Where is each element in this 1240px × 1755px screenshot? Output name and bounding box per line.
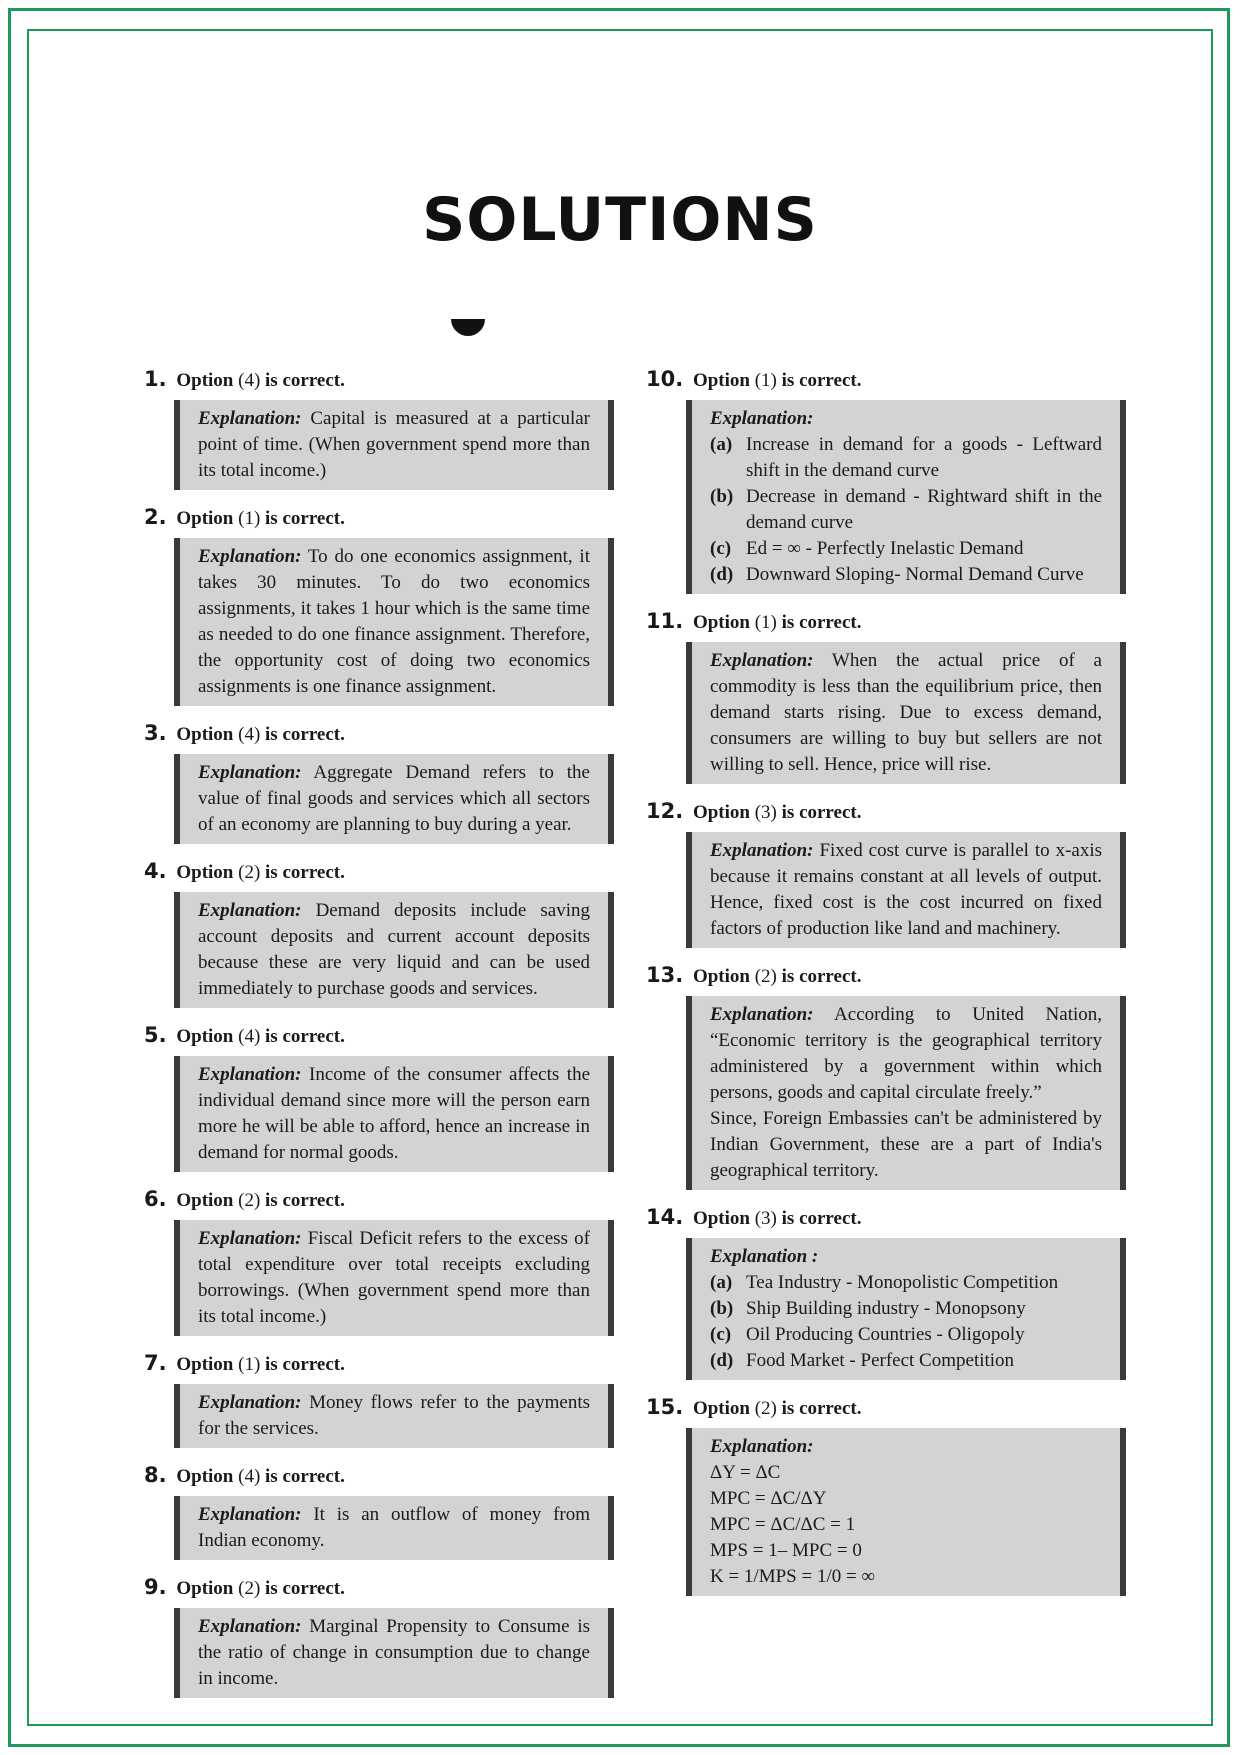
explanation-box [174,892,614,1008]
option-value: (2) [754,966,777,987]
option-suffix: is correct. [265,724,345,745]
question-header: 15. Option (2) is correct. [646,1395,862,1419]
option-value: (4) [238,1466,261,1487]
list-item [710,1322,1102,1348]
formula-line: MPC = ΔC/ΔY [710,1488,827,1509]
explanation-text: According to United Nation, “Economic territory is the geographical territory administered by a government within which persons, goods and capital circulate freely.” [710,1004,1102,1103]
option-suffix: is correct. [265,1026,345,1047]
item-letter: (a) [710,1272,733,1293]
item-letter: (a) [710,434,733,455]
explanation-label: Explanation: [198,1064,302,1085]
question-13 [646,962,1126,1190]
explanation-label: Explanation: [198,762,302,783]
right-column [646,366,1126,1610]
explanation-box [686,1428,1126,1596]
explanation-box [686,832,1126,948]
list-item [710,432,1102,484]
explanation-box [174,1056,614,1172]
question-number: 7. [144,1351,167,1375]
explanation-label: Explanation: [710,1436,814,1457]
explanation-label: Explanation: [198,900,302,921]
question-4 [144,858,614,1008]
explanation-text: Aggregate Demand refers to the value of final goods and services which all sectors of an economy are planning to buy during a year. [198,762,590,835]
question-header: 8. Option (4) is correct. [144,1463,345,1487]
question-1 [144,366,614,490]
question-14 [646,1204,1126,1380]
list-item [710,562,1102,588]
option-value: (4) [238,724,261,745]
list-item [710,1296,1102,1322]
option-value: (2) [238,862,261,883]
explanation-box [686,996,1126,1190]
question-3 [144,720,614,844]
explanation-label: Explanation: [710,408,814,429]
explanation-text: When the actual price of a commodity is less than the equilibrium price, then demand starts rising. Due to excess demand, consumers are willing to buy but sellers are not willing to sell. Hence, price will rise. [710,650,1102,775]
formula-line: ΔY = ΔC [710,1462,781,1483]
option-value: (2) [238,1578,261,1599]
list-item [710,1270,1102,1296]
explanation-box [174,1496,614,1560]
option-suffix: is correct. [781,802,862,823]
option-suffix: is correct. [781,370,862,391]
item-letter: (b) [710,1298,734,1319]
question-15 [646,1394,1126,1596]
option-suffix: is correct. [265,1578,345,1599]
question-7 [144,1350,614,1448]
explanation-text: To do one economics assignment, it takes 30 minutes. To do two economics assignments, it takes 1 hour which is the same time as needed to do one finance assignment. Therefore, the opportunity cost of doing two economics assignments is one finance assignment. [198,546,590,697]
explanation-label: Explanation: [198,1392,302,1413]
explanation-text: Marginal Propensity to Consume is the ratio of change in consumption due to change in income. [198,1616,591,1689]
question-6 [144,1186,614,1336]
item-text: Oil Producing Countries - Oligopoly [746,1324,1025,1345]
explanation-box [174,1384,614,1448]
explanation-text: Money flows refer to the payments for the services. [198,1392,590,1439]
question-number: 14. [646,1205,684,1229]
question-number: 11. [646,609,684,633]
question-header: 1. Option (4) is correct. [144,367,345,391]
question-header: 10. Option (1) is correct. [646,367,862,391]
explanation-text: Capital is measured at a particular point of time. (When government spend more than its total income.) [198,408,590,481]
question-11 [646,608,1126,784]
item-letter: (c) [710,1324,732,1345]
item-letter: (c) [710,538,732,559]
question-number: 15. [646,1395,684,1419]
question-header: 7. Option (1) is correct. [144,1351,345,1375]
explanation-box [174,754,614,844]
question-header: 4. Option (2) is correct. [144,859,345,883]
item-letter: (b) [710,486,734,507]
item-text: Decrease in demand - Rightward shift in the demand curve [746,486,1102,533]
option-suffix: is correct. [781,1398,862,1419]
explanation-text-continued: Since, Foreign Embassies can't be administered by Indian Government, these are a part of India's geographical territory. [710,1108,1102,1181]
question-number: 12. [646,799,684,823]
explanation-box [686,1238,1126,1380]
option-suffix: is correct. [265,1354,345,1375]
question-number: 8. [144,1463,167,1487]
question-number: 5. [144,1023,167,1047]
explanation-box [686,400,1126,594]
item-letter: (d) [710,564,734,585]
option-value: (1) [238,1354,261,1375]
option-suffix: is correct. [781,966,862,987]
explanation-label: Explanation: [710,840,814,861]
item-text: Tea Industry - Monopolistic Competition [746,1272,1059,1293]
list-item [710,536,1102,562]
left-column [144,366,614,1712]
question-number: 6. [144,1187,167,1211]
question-number: 10. [646,367,684,391]
question-header: 2. Option (1) is correct. [144,505,345,529]
question-header: 13. Option (2) is correct. [646,963,862,987]
question-number: 1. [144,367,167,391]
question-5 [144,1022,614,1172]
option-suffix: is correct. [265,508,345,529]
list-item [710,484,1102,536]
item-text: Ship Building industry - Monopsony [746,1298,1026,1319]
question-10 [646,366,1126,594]
item-text: Food Market - Perfect Competition [746,1350,1015,1371]
question-12 [646,798,1126,948]
question-header: 3. Option (4) is correct. [144,721,345,745]
question-header: 6. Option (2) is correct. [144,1187,345,1211]
question-header: 14. Option (3) is correct. [646,1205,862,1229]
item-text: Downward Sloping- Normal Demand Curve [746,564,1084,585]
option-value: (3) [754,1208,777,1229]
formula-line: K = 1/MPS = 1/0 = ∞ [710,1566,875,1587]
question-9 [144,1574,614,1698]
option-value: (3) [754,802,777,823]
list-item [710,1348,1102,1374]
explanation-box [174,400,614,490]
option-value: (1) [754,612,777,633]
option-value: (1) [238,508,261,529]
explanation-box [686,642,1126,784]
question-number: 3. [144,721,167,745]
formula-line: MPS = 1– MPC = 0 [710,1540,862,1561]
item-text: Ed = ∞ - Perfectly Inelastic Demand [746,538,1024,559]
question-number: 13. [646,963,684,987]
option-suffix: is correct. [781,1208,862,1229]
page-title: SOLUTIONS [422,185,818,255]
question-number: 4. [144,859,167,883]
option-suffix: is correct. [781,612,862,633]
option-value: (1) [754,370,777,391]
explanation-label: Explanation : [710,1246,819,1267]
explanation-label: Explanation: [198,1228,302,1249]
question-number: 9. [144,1575,167,1599]
option-value: (2) [238,1190,261,1211]
question-8 [144,1462,614,1560]
question-number: 2. [144,505,167,529]
option-suffix: is correct. [265,1190,345,1211]
explanation-label: Explanation: [198,408,302,429]
explanation-box [174,538,614,706]
question-header: 12. Option (3) is correct. [646,799,862,823]
item-letter: (d) [710,1350,734,1371]
option-suffix: is correct. [265,862,345,883]
explanation-label: Explanation: [198,1504,302,1525]
explanation-label: Explanation: [710,1004,814,1025]
formula-line: MPC = ΔC/ΔC = 1 [710,1514,856,1535]
question-header: 9. Option (2) is correct. [144,1575,345,1599]
explanation-text: Fixed cost curve is parallel to x-axis because it remains constant at all levels of output. Hence, fixed cost is the cost incurred on fixed factors of production like land and machinery. [710,840,1103,939]
option-suffix: is correct. [265,1466,345,1487]
question-2 [144,504,614,706]
option-value: (4) [238,370,261,391]
question-header: 5. Option (4) is correct. [144,1023,345,1047]
explanation-label: Explanation: [198,546,302,567]
explanation-text: Demand deposits include saving account deposits and current account deposits because these are very liquid and can be used immediately to purchase goods and services. [198,900,590,999]
question-header: 11. Option (1) is correct. [646,609,862,633]
item-text: Increase in demand for a goods - Leftward shift in the demand curve [746,434,1102,481]
explanation-box [174,1220,614,1336]
explanation-text: It is an outflow of money from Indian economy. [198,1504,591,1551]
option-value: (2) [754,1398,777,1419]
explanation-box [174,1608,614,1698]
option-suffix: is correct. [265,370,345,391]
explanation-label: Explanation: [198,1616,302,1637]
option-value: (4) [238,1026,261,1047]
explanation-text: Fiscal Deficit refers to the excess of total expenditure over total receipts excluding borrowings. (When government spend more than its total income.) [198,1228,590,1327]
explanation-label: Explanation: [710,650,814,671]
explanation-text: Income of the consumer affects the individual demand since more will the person earn more he will be able to afford, hence an increase in demand for normal goods. [198,1064,591,1163]
